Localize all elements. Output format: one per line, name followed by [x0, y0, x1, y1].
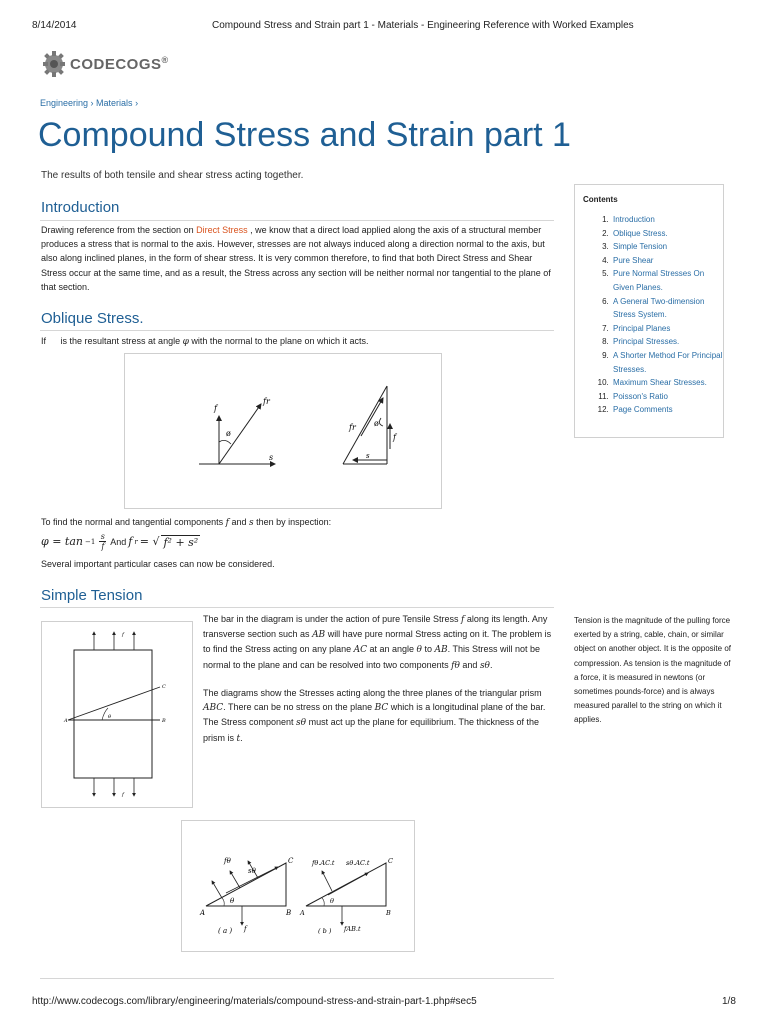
section-divider	[40, 220, 554, 221]
label-s-right: s	[366, 452, 370, 460]
simple-tension-bar-figure	[41, 621, 193, 808]
oblique-stress-heading: Oblique Stress.	[41, 310, 144, 327]
prism-a-label-a: ( a )	[218, 927, 233, 935]
contents-item[interactable]: 2. Oblique Stress.	[611, 227, 723, 241]
prism-b-label-ftAC: fθ.AC.t	[312, 859, 335, 867]
contents-title: Contents	[583, 195, 618, 204]
label-phi-right: ø	[374, 419, 379, 428]
label-f-right: f	[393, 433, 396, 442]
simple-tension-heading: Simple Tension	[41, 587, 143, 604]
contents-item[interactable]: 8. Principal Stresses.	[611, 335, 723, 349]
tension-bar-diagram	[42, 622, 192, 807]
prism-stress-figure	[181, 820, 415, 952]
contents-item[interactable]: 11. Poisson's Ratio	[611, 390, 723, 404]
simple-tension-paragraph-2: The diagrams show the Stresses acting along the three planes of the triangular prism ABC. There can be no stress on the plane BC which is a longitudinal plane of the bar. The Stress component sθ must act up the plane for equilibrium. The thickness of the prism is t.	[203, 688, 546, 744]
tension-label-C: C	[162, 684, 166, 690]
print-page-title: Compound Stress and Strain part 1 - Materials - Engineering Reference with Worked Examples	[212, 20, 634, 31]
tension-label-f-top: f	[122, 632, 124, 638]
contents-item[interactable]: 3. Simple Tension	[611, 240, 723, 254]
breadcrumb-materials[interactable]: Materials	[96, 98, 133, 108]
oblique-stress-figure	[124, 353, 442, 509]
label-fr-right: fr	[349, 423, 356, 432]
prism-b-label-A: A	[300, 909, 305, 917]
contents-item[interactable]: 12. Page Comments	[611, 403, 723, 417]
prism-a-label-B: B	[286, 909, 292, 917]
several-cases-line: Several important particular cases can now be considered.	[41, 559, 275, 569]
contents-list	[575, 213, 723, 417]
codecogs-logo[interactable]	[42, 50, 169, 78]
section-divider	[40, 978, 554, 979]
page-subtitle: The results of both tensile and shear stress acting together.	[41, 170, 304, 181]
contents-item[interactable]: 6. A General Two-dimension Stress System.	[611, 295, 723, 322]
prism-b-label-stAC: sθ.AC.t	[346, 859, 370, 867]
contents-item[interactable]: 1. Introduction	[611, 213, 723, 227]
breadcrumb: Engineering › Materials ›	[40, 98, 139, 108]
print-page-number: 1/8	[722, 996, 736, 1007]
prism-b-label-fABt: fAB.t	[344, 925, 361, 933]
prism-b-label-b: ( b )	[318, 927, 332, 935]
prism-a-label-C: C	[288, 857, 294, 865]
prism-a-label-A: A	[200, 909, 206, 917]
oblique-stress-diagram	[125, 354, 441, 508]
contents-item[interactable]: 9. A Shorter Method For Principal Stresses.	[611, 349, 723, 376]
prism-b-label-C: C	[388, 857, 393, 865]
logo-text: CODECOGS®	[70, 55, 169, 73]
tension-label-theta: θ	[108, 714, 112, 720]
prism-a-label-stheta: sθ	[248, 867, 256, 875]
contents-item[interactable]: 4. Pure Shear	[611, 254, 723, 268]
gear-logo-icon	[42, 50, 66, 78]
page-title: Compound Stress and Strain part 1	[38, 116, 571, 154]
prism-b-label-theta: θ	[330, 897, 334, 905]
prism-stress-diagram	[182, 821, 414, 951]
introduction-paragraph: Drawing reference from the section on Direct Stress , we know that a direct load applied along the axis of a structural member produces a stress that is normal to the axis. However, stresses are not always induced along a direction normal to the axis, but also along inclined planes, in the form of shear stress. It is very common therefore, to find that both Direct Stress and Shear Stress occur at the same time, and as a result, the Stress across any section will be neither normal nor tangential to the plane of that section.	[41, 225, 551, 292]
tension-label-f-bottom: f	[122, 792, 124, 798]
contents-item[interactable]: 7. Principal Planes	[611, 322, 723, 336]
components-line: To find the normal and tangential components f and s then by inspection:	[41, 517, 332, 528]
tension-label-A: A	[64, 718, 68, 724]
introduction-heading: Introduction	[41, 199, 120, 216]
prism-b-label-B: B	[386, 909, 391, 917]
section-divider	[40, 330, 554, 331]
simple-tension-paragraph-1: The bar in the diagram is under the action of pure Tensile Stress f along its length. Any transverse section such as AB will have pure normal Stress acting on it. The problem is to find the Stress acting on any plane AC at an angle θ to AB. This Stress will not be normal to the plane and can be resolved into two components fθ and sθ.	[203, 614, 552, 671]
print-url: http://www.codecogs.com/library/engineering/materials/compound-stress-and-strain-part-1.php#sec5	[32, 996, 477, 1007]
direct-stress-link[interactable]: Direct Stress	[196, 225, 248, 235]
label-s: s	[269, 453, 274, 462]
label-phi: ø	[226, 429, 231, 438]
oblique-intro-line: If is the resultant stress at angle φ with the normal to the plane on which it acts.	[41, 336, 369, 347]
contents-item[interactable]: 10. Maximum Shear Stresses.	[611, 376, 723, 390]
contents-item[interactable]: 5. Pure Normal Stresses On Given Planes.	[611, 267, 723, 294]
prism-a-label-f: f	[244, 925, 247, 933]
prism-a-label-theta: θ	[230, 897, 235, 905]
print-date: 8/14/2014	[32, 20, 77, 31]
label-fr: fr	[263, 397, 270, 406]
tension-label-B: B	[162, 718, 166, 724]
table-of-contents	[574, 184, 724, 438]
breadcrumb-engineering[interactable]: Engineering	[40, 98, 89, 108]
formula-phi: φ = tan −1 s f And f r = √ f² + s²	[41, 532, 199, 551]
tension-sidenote: Tension is the magnitude of the pulling force exerted by a string, cable, chain, or similar object on another object. It is the opposite of compression. As tension is the magnitude of a force, it is measured in newtons (or sometimes pounds-force) and is always measured parallel to the string on which it applies.	[574, 616, 731, 725]
section-divider	[40, 607, 554, 608]
prism-a-label-ftheta: fθ	[224, 857, 231, 865]
label-f: f	[214, 404, 217, 413]
